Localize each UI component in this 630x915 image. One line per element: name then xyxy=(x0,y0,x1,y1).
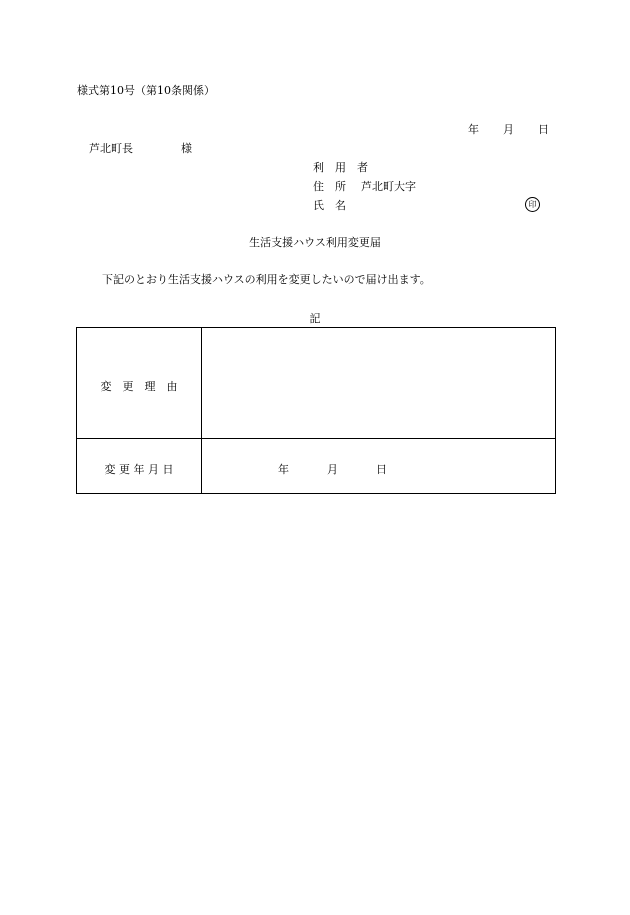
date-month-label: 月 xyxy=(503,123,514,136)
applicant-user-label: 利 用 者 xyxy=(313,161,368,174)
addressee-honorific: 様 xyxy=(181,142,192,155)
applicant-name-label: 氏 名 xyxy=(313,199,346,212)
submission-date xyxy=(468,124,549,135)
table-divider-vertical xyxy=(201,328,202,493)
seal-mark: 印 xyxy=(525,197,540,212)
addressee-name: 芦北町長 xyxy=(89,142,133,155)
body-text: 下記のとおり生活支援ハウスの利用を変更したいので届け出ます。 xyxy=(102,273,431,286)
reason-label: 変 更 理 由 xyxy=(100,380,178,393)
change-date-month: 月 xyxy=(327,463,338,476)
change-date-label: 変 更 年 月 日 xyxy=(104,463,174,476)
change-date-day: 日 xyxy=(376,463,387,476)
ki-heading: 記 xyxy=(309,312,321,325)
applicant-address-value: 芦北町大字 xyxy=(361,180,416,193)
change-table xyxy=(76,327,556,494)
change-date-value xyxy=(278,461,387,477)
document-title: 生活支援ハウス利用変更届 xyxy=(249,236,381,249)
addressee xyxy=(89,143,192,154)
applicant-block xyxy=(313,162,416,219)
applicant-address-label: 住 所 xyxy=(313,180,346,193)
form-number: 様式第10号（第10条関係） xyxy=(77,84,215,97)
table-divider-horizontal xyxy=(77,438,555,439)
date-year-label: 年 xyxy=(468,123,479,136)
date-day-label: 日 xyxy=(538,123,549,136)
change-date-year: 年 xyxy=(278,463,289,476)
